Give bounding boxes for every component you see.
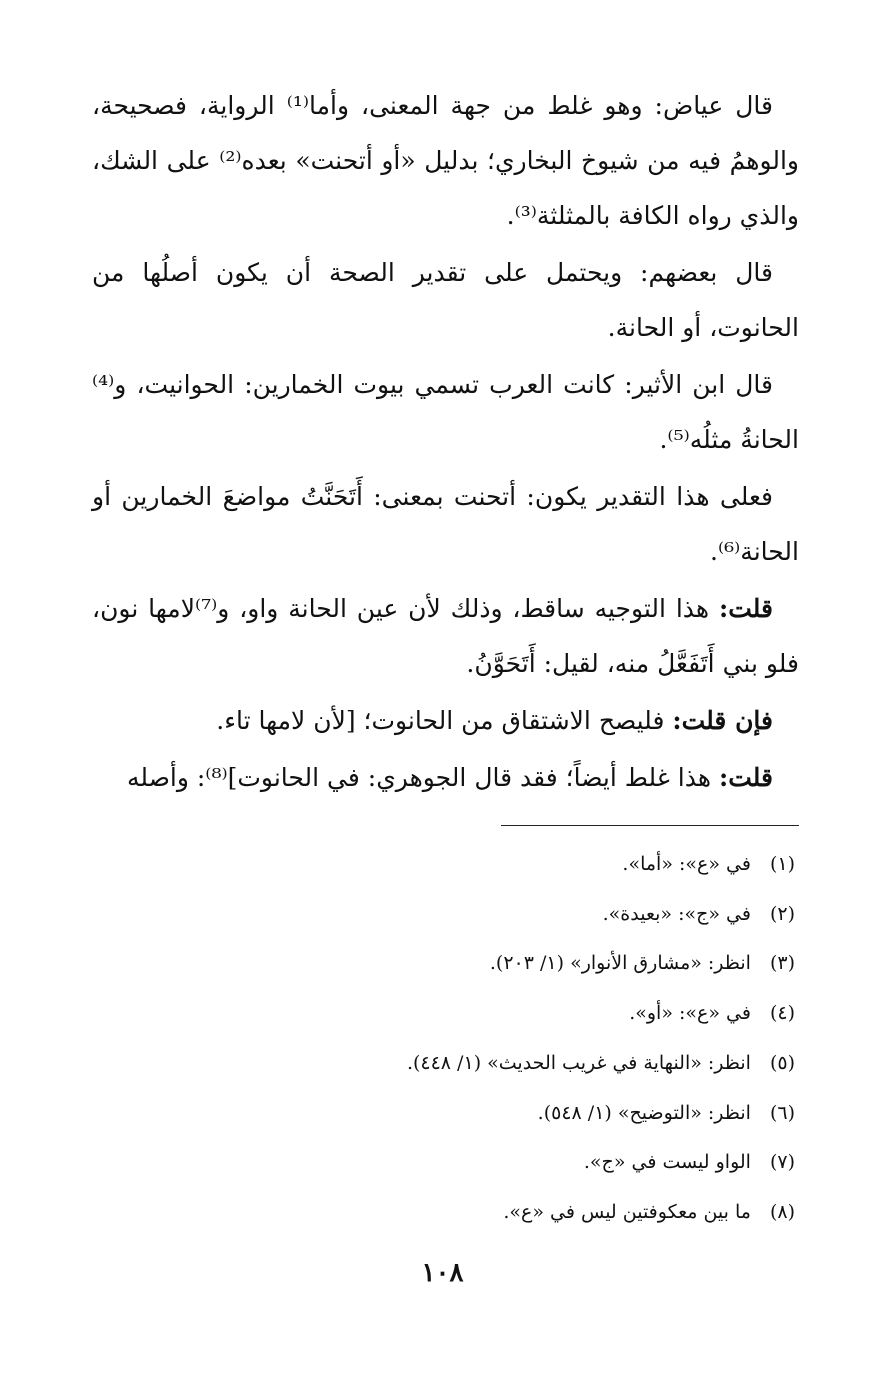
footnote-divider [501,825,799,826]
paragraph-text: فليصح الاشتقاق من الحانوت؛ [لأن لامها تاء. [216,706,673,735]
paragraph-3 [92,357,799,467]
page-number: ١٠٨ [421,1258,464,1288]
footnote-item [92,1138,795,1188]
paragraph-5 [92,581,799,691]
footnote-item [92,989,795,1039]
paragraph-2 [92,245,799,355]
footnote-item [92,890,795,940]
footnote-text: انظر: «مشارق الأنوار» (١/ ٢٠٣). [489,952,751,975]
footnote-text: الواو ليست في «ج». [583,1151,751,1174]
footnote-number: (٨) [769,1200,795,1223]
footnote-text: انظر: «التوضيح» (١/ ٥٤٨). [537,1101,751,1124]
footnote-item [92,1188,795,1238]
paragraph-text: هذا غلط أيضاً؛ فقد قال الجوهري: في الحانوت]⁽⁸⁾: وأصله [127,763,719,792]
paragraph-text: فعلى هذا التقدير يكون: أتحنت بمعنى: أَتَحَنَّتُ مواضعَ الخمارين أو الحانة⁽⁶⁾. [92,482,799,566]
paragraph-text: قال بعضهم: ويحتمل على تقدير الصحة أن يكون أصلُها من الحانوت، أو الحانة. [92,258,799,342]
footnote-text: في «ع»: «أو». [629,1002,751,1025]
footnote-number: (٢) [769,902,795,925]
footnote-number: (١) [769,853,795,875]
paragraph-1 [92,78,799,243]
footnote-number: (٧) [769,1151,795,1174]
paragraph-lead: قلت: [718,594,773,623]
footnote-text: في «ع»: «أما». [622,853,751,875]
footnote-item [92,1089,795,1139]
paragraph-4 [92,469,799,579]
paragraph-6 [92,693,799,748]
paragraph-7 [92,750,799,805]
footnote-item [92,840,795,890]
footnote-number: (٤) [769,1002,795,1025]
footnote-text: في «ج»: «بعيدة». [602,902,751,925]
paragraph-lead: فإن قلت: [672,706,773,735]
paragraph-text: قال عياض: وهو غلط من جهة المعنى، وأما⁽¹⁾ الرواية، فصحيحة، والوهمُ فيه من شيوخ البخاري؛ بدليل «أو أتحنت» بعده⁽²⁾ على الشك، والذي رواه الكافة بالمثلثة⁽³⁾. [92,91,799,230]
footnote-item [92,1039,795,1089]
paragraph-text: هذا التوجيه ساقط، وذلك لأن عين الحانة واو، و⁽⁷⁾لامها نون، فلو بني أَتَفَعَّلُ منه، لقيل: أَتَحَوَّنُ. [92,594,799,678]
footnote-item [92,939,795,989]
footnote-number: (٥) [769,1051,795,1074]
footnote-number: (٣) [769,952,795,975]
paragraph-lead: قلت: [718,763,773,792]
footnotes-list [92,840,795,1238]
paragraph-text: قال ابن الأثير: كانت العرب تسمي بيوت الخمارين: الحوانيت، و⁽⁴⁾الحانةُ مثلُه⁽⁵⁾. [92,370,799,454]
footnote-number: (٦) [769,1101,795,1124]
footnote-text: انظر: «النهاية في غريب الحديث» (١/ ٤٤٨). [406,1051,751,1074]
footnote-text: ما بين معكوفتين ليس في «ع». [503,1200,751,1223]
main-text [92,78,799,807]
